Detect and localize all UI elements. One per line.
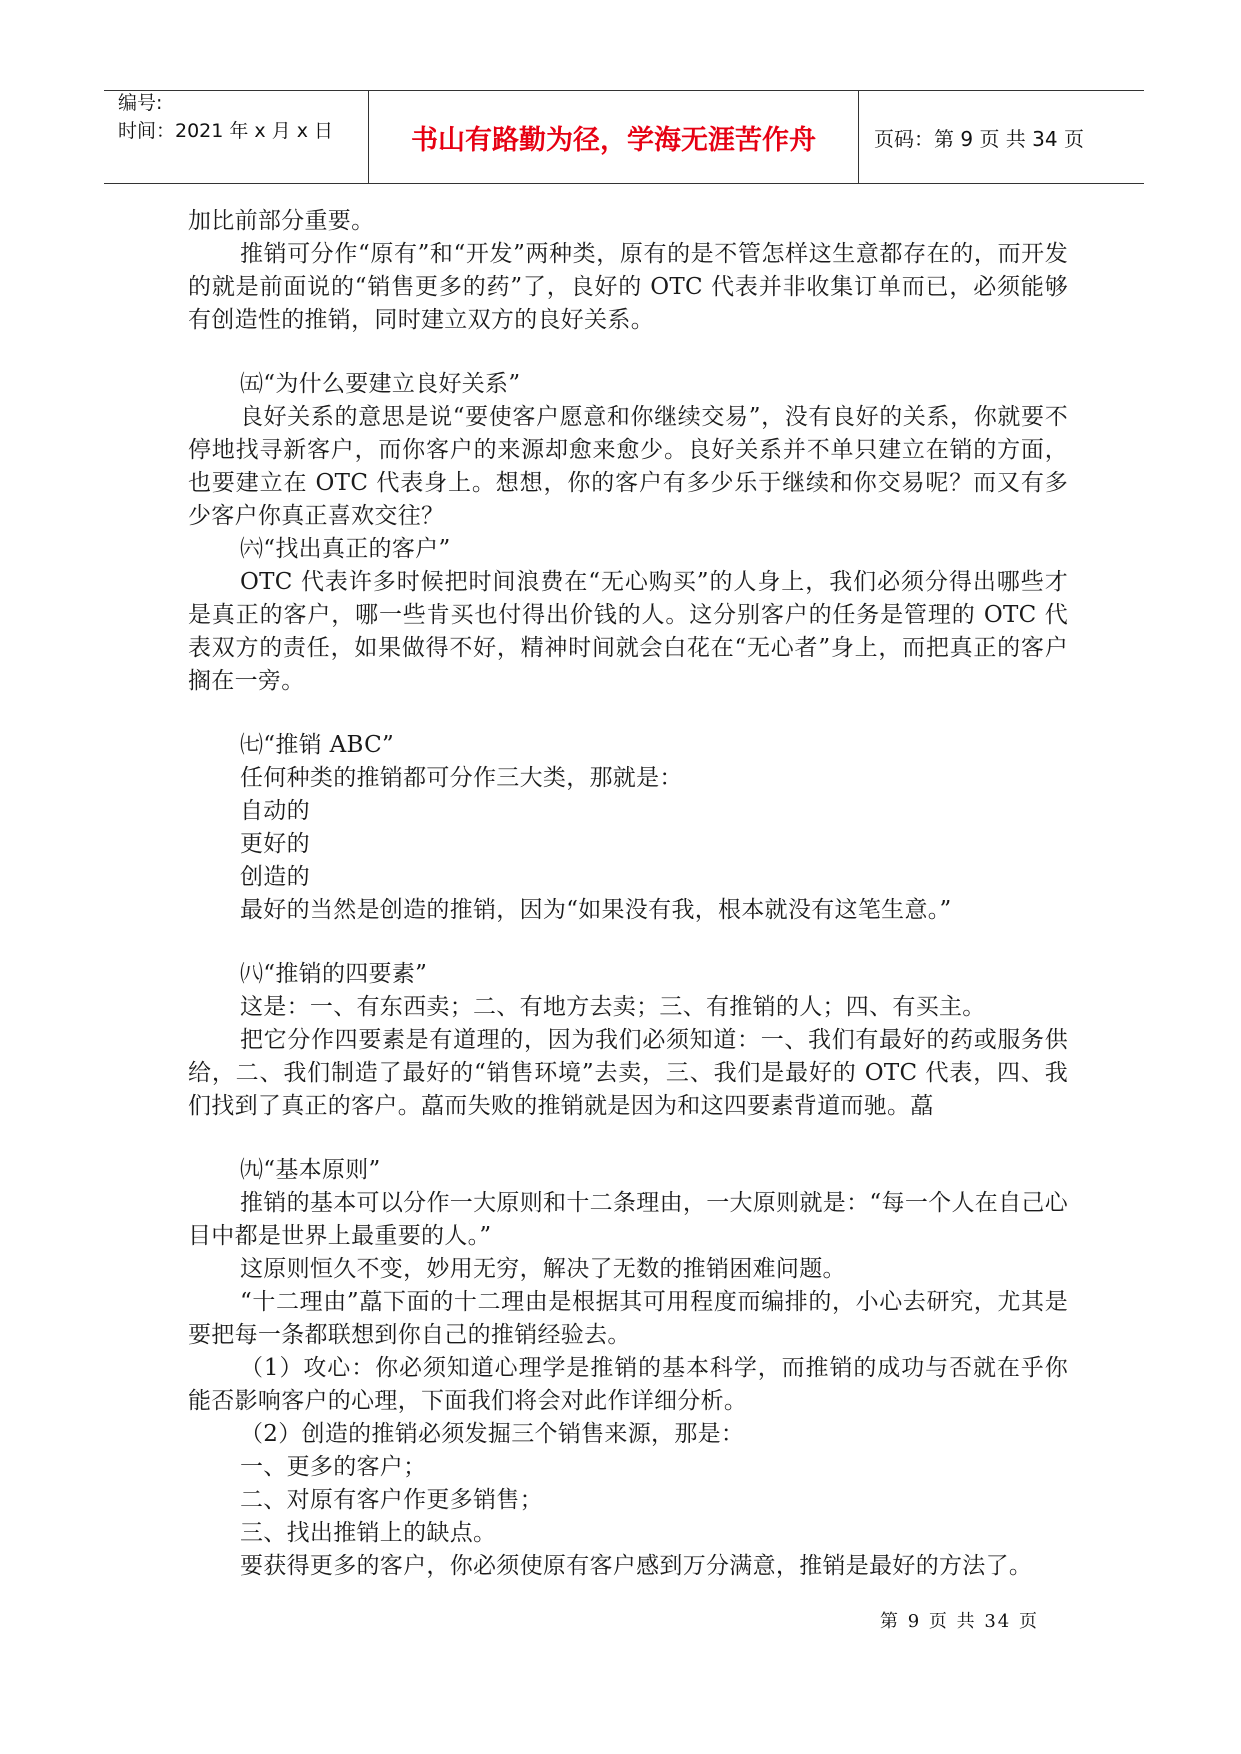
paragraph: 最好的当然是创造的推销，因为“如果没有我，根本就没有这笔生意。” bbox=[240, 897, 952, 923]
section-heading: ㈥“找出真正的客户” bbox=[240, 536, 451, 562]
document-number-label: 编号: bbox=[118, 92, 163, 114]
header-divider bbox=[858, 91, 859, 183]
document-time-label: 时间：2021 年 x 月 x 日 bbox=[118, 120, 334, 142]
page-header bbox=[104, 90, 1144, 184]
list-item: 一、更多的客户； bbox=[240, 1454, 427, 1480]
paragraph: 加比前部分重要。 bbox=[188, 208, 375, 234]
section-heading: ㈤“为什么要建立良好关系” bbox=[240, 371, 521, 397]
list-item: 创造的 bbox=[240, 864, 310, 890]
paragraph: 要获得更多的客户，你必须使原有客户感到万分满意，推销是最好的方法了。 bbox=[240, 1553, 1033, 1579]
section-heading: ㈨“基本原则” bbox=[240, 1157, 381, 1183]
header-motto: 书山有路勤为径，学海无涯苦作舟 bbox=[411, 124, 816, 156]
list-item: 三、找出推销上的缺点。 bbox=[240, 1520, 497, 1546]
page-footer: 第 9 页 共 34 页 bbox=[880, 1611, 1039, 1632]
paragraph: 推销可分作“原有”和“开发”两种类，原有的是不管怎样这生意都存在的，而开发的就是前面说的“销售更多的药”了，良好的 OTC 代表并非收集订单而已，必须能够有创造性的推销，同时建立双方的良好关系。 bbox=[188, 241, 1068, 333]
paragraph: 这是：一、有东西卖；二、有地方去卖；三、有推销的人；四、有买主。 bbox=[240, 994, 986, 1020]
paragraph: 推销的基本可以分作一大原则和十二条理由，一大原则就是：“每一个人在自己心目中都是世界上最重要的人。” bbox=[188, 1190, 1068, 1249]
paragraph: “十二理由”藠下面的十二理由是根据其可用程度而编排的，小心去研究，尤其是要把每一条都联想到你自己的推销经验去。 bbox=[188, 1289, 1068, 1348]
paragraph: （1）攻心：你必须知道心理学是推销的基本科学，而推销的成功与否就在乎你能否影响客户的心理，下面我们将会对此作详细分析。 bbox=[188, 1355, 1068, 1414]
paragraph-gap bbox=[188, 337, 1068, 368]
paragraph-gap bbox=[188, 927, 1068, 958]
paragraph: 任何种类的推销都可分作三大类，那就是： bbox=[240, 765, 683, 791]
paragraph: 这原则恒久不变，妙用无穷，解决了无数的推销困难问题。 bbox=[240, 1256, 846, 1282]
list-item: 二、对原有客户作更多销售； bbox=[240, 1487, 543, 1513]
header-page-number: 页码：第 9 页 共 34 页 bbox=[874, 126, 1084, 151]
list-item: 更好的 bbox=[240, 831, 310, 857]
section-heading: ㈦“推销 ABC” bbox=[240, 732, 395, 758]
paragraph: 良好关系的意思是说“要使客户愿意和你继续交易”，没有良好的关系，你就要不停地找寻新客户，而你客户的来源却愈来愈少。良好关系并不单只建立在销的方面，也要建立在 OTC 代表身上。想想，你的客户有多少乐于继续和你交易呢？而又有多少客户你真正喜欢交往？ bbox=[188, 404, 1068, 529]
paragraph-gap bbox=[188, 698, 1068, 729]
list-item: 自动的 bbox=[240, 798, 310, 824]
paragraph-gap bbox=[188, 1123, 1068, 1154]
document-body bbox=[188, 205, 1068, 1583]
section-heading: ㈧“推销的四要素” bbox=[240, 961, 428, 987]
paragraph: （2）创造的推销必须发掘三个销售来源，那是： bbox=[240, 1421, 745, 1447]
paragraph: OTC 代表许多时候把时间浪费在“无心购买”的人身上，我们必须分得出哪些才是真正的客户，哪一些肯买也付得出价钱的人。这分别客户的任务是管理的 OTC 代表双方的责任，如果做得不好，精神时间就会白花在“无心者”身上，而把真正的客户搁在一旁。 bbox=[188, 569, 1068, 694]
paragraph: 把它分作四要素是有道理的，因为我们必须知道：一、我们有最好的药或服务供给，二、我们制造了最好的“销售环境”去卖，三、我们是最好的 OTC 代表，四、我们找到了真正的客户。藠而失败的推销就是因为和这四要素背道而驰。藠 bbox=[188, 1027, 1068, 1119]
